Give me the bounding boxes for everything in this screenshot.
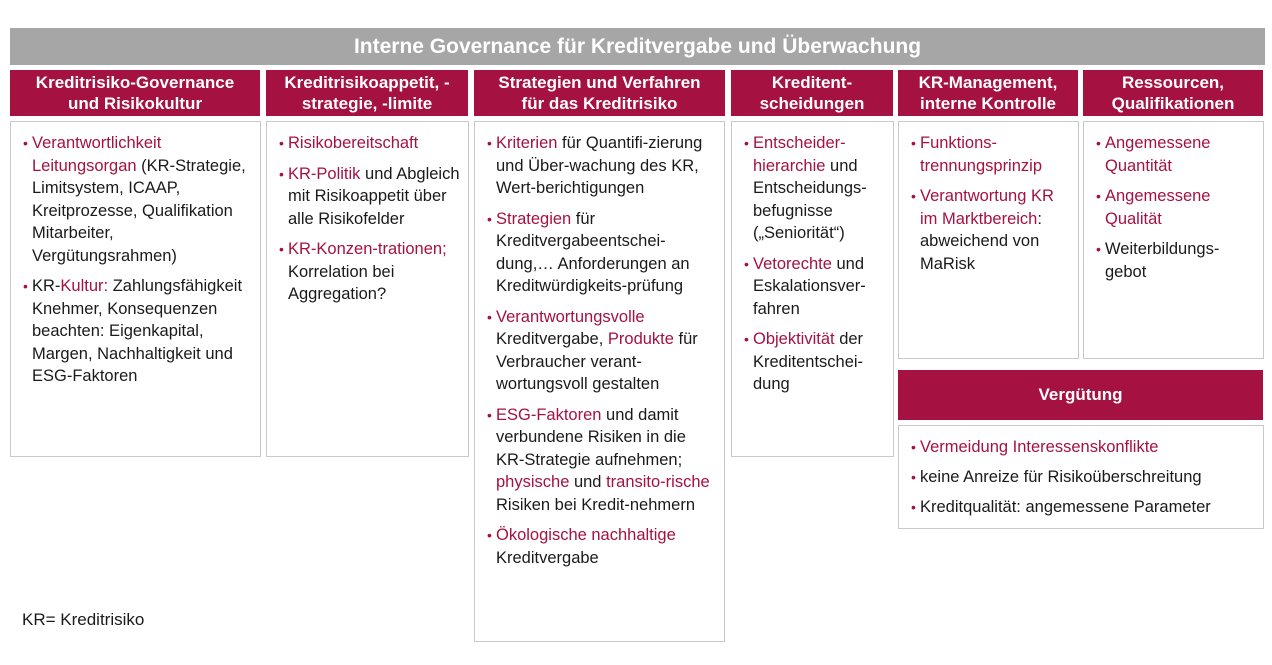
item-text: Risiken bei Kredit-nehmern	[496, 495, 696, 514]
column-box-strategien	[474, 121, 725, 642]
item-text: für Quantifi-zierung und Über-wachung des KR, Wert-berichtigungen	[496, 134, 703, 197]
list-item	[487, 306, 716, 396]
header-text	[284, 72, 449, 114]
highlight-text: Strategien	[496, 209, 572, 228]
list-item	[23, 275, 252, 388]
highlight-text: physische	[496, 473, 570, 491]
header-text	[919, 72, 1058, 114]
highlight-text: transito-rische	[606, 473, 710, 491]
column-box-risikoappetit	[266, 121, 469, 457]
item-text: und Eskalationsver-fahren	[753, 254, 866, 318]
column-header-kreditentscheidungen	[731, 70, 893, 116]
list-item	[487, 404, 716, 517]
item-text: KR-	[32, 277, 61, 295]
highlight-text: Vermeidung Interessenskonflikte	[920, 438, 1159, 456]
column-header-ressourcen	[1083, 70, 1263, 116]
item-text: und	[569, 473, 607, 491]
header-text	[1112, 72, 1235, 114]
header-line: Kreditrisiko-Governance	[35, 73, 235, 92]
footnote: KR= Kreditrisiko	[22, 610, 145, 629]
highlight-text: Verantwortung KR im Marktbereich	[920, 187, 1054, 228]
item-text: Zahlungsfähigkeit Knehmer, Konsequenzen beachten: Eigenkapital, Margen, Nachhaltigkeit und ESG-Faktoren	[32, 277, 243, 385]
item-text: Kreditvergabe	[496, 548, 599, 567]
item-text: Kreditqualität: angemessene Parameter	[920, 498, 1211, 516]
highlight-text: Kriterien	[496, 134, 558, 152]
list-item	[279, 163, 460, 231]
header-text	[36, 72, 234, 114]
column-header-strategien	[474, 70, 725, 116]
column-box-kreditentscheidungen	[731, 121, 894, 457]
highlight-text: Verantwortlichkeit Leitungsorgan	[32, 134, 162, 175]
verguetung-box	[898, 425, 1264, 529]
highlight-text: Verantwortungsvolle	[496, 307, 645, 326]
highlight-text: Funktions-trennungsprinzip	[920, 134, 1042, 175]
item-text: Kreditvergabe,	[496, 330, 608, 348]
list-item	[1096, 238, 1255, 283]
column-box-kr-management	[898, 121, 1079, 359]
list-item	[744, 253, 885, 321]
highlight-text: Ökologische nachhaltige	[496, 526, 676, 544]
item-text: für Kreditvergabeentschei-dung,… Anforderungen an Kreditwürdigkeits-prüfung	[496, 209, 690, 295]
list-item	[487, 524, 716, 569]
highlight-text: KR-Konzen-trationen;	[288, 240, 447, 258]
item-text: : abweichend von MaRisk	[920, 209, 1042, 273]
column-header-risikoappetit	[266, 70, 468, 116]
header-line: Kreditrisikoappetit, -	[284, 73, 450, 92]
list-item	[487, 208, 716, 298]
list-item	[1096, 185, 1255, 230]
highlight-text: Objektivität	[753, 330, 835, 348]
list-item	[1096, 132, 1255, 177]
header-line: Strategien und Verfahren	[498, 73, 701, 92]
item-text: der Kreditentschei-dung	[753, 330, 864, 393]
list-item	[911, 436, 1255, 458]
header-line: scheidungen	[759, 94, 865, 113]
title-banner: Interne Governance für Kreditvergabe und Überwachung	[10, 28, 1265, 65]
list-item	[911, 185, 1070, 275]
column-header-kr-management	[898, 70, 1078, 116]
highlight-text: Entscheider-hierarchie	[753, 134, 846, 175]
header-text	[498, 72, 700, 114]
column-header-governance	[10, 70, 260, 116]
item-text: und damit verbundene Risiken in die KR-Strategie aufnehmen;	[496, 405, 686, 469]
item-text: Weiterbildungs-gebot	[1105, 240, 1220, 281]
list-item	[279, 238, 460, 306]
highlight-text: Angemessene Qualität	[1105, 187, 1211, 228]
highlight-text: Kultur:	[60, 277, 109, 295]
list-item	[744, 328, 885, 396]
header-line: Qualifikationen	[1111, 94, 1235, 113]
item-text: und Abgleich mit Risikoappetit über alle Risikofelder	[288, 164, 460, 228]
column-box-governance	[10, 121, 261, 457]
header-line: strategie, -limite	[301, 94, 433, 113]
list-item	[744, 132, 885, 245]
highlight-text: ESG-Faktoren	[496, 405, 602, 424]
header-text	[760, 72, 865, 114]
item-text: und Entscheidungs-befugnisse („Seniorität“)	[753, 156, 867, 242]
header-line: KR-Management,	[918, 73, 1058, 92]
list-item	[279, 132, 460, 155]
header-line: Kreditent-	[771, 73, 853, 92]
list-item	[487, 132, 716, 200]
highlight-text: Risikobereitschaft	[288, 134, 419, 152]
item-text: für Verbraucher verant-wortungsvoll gestalten	[496, 330, 698, 393]
column-box-ressourcen	[1083, 121, 1264, 359]
list-item	[911, 496, 1255, 518]
header-line: für das Kreditrisiko	[521, 94, 678, 113]
list-item	[23, 132, 252, 267]
header-line: und Risikokultur	[67, 94, 203, 113]
highlight-text: Vetorechte	[753, 254, 832, 273]
header-line: Ressourcen,	[1121, 73, 1225, 92]
item-text: Korrelation bei Aggregation?	[288, 262, 395, 303]
highlight-text: KR-Politik	[288, 164, 361, 183]
highlight-text: Produkte	[607, 330, 674, 348]
list-item	[911, 466, 1255, 488]
verguetung-header: Vergütung	[898, 370, 1263, 420]
item-text: (KR-Strategie, Limitsystem, ICAAP, Kreitprozesse, Qualifikation Mitarbeiter, Vergütungsrahmen)	[32, 156, 246, 265]
list-item	[911, 132, 1070, 177]
item-text: keine Anreize für Risikoüberschreitung	[920, 468, 1202, 486]
header-line: interne Kontrolle	[919, 94, 1056, 113]
highlight-text: Angemessene Quantität	[1105, 134, 1211, 175]
